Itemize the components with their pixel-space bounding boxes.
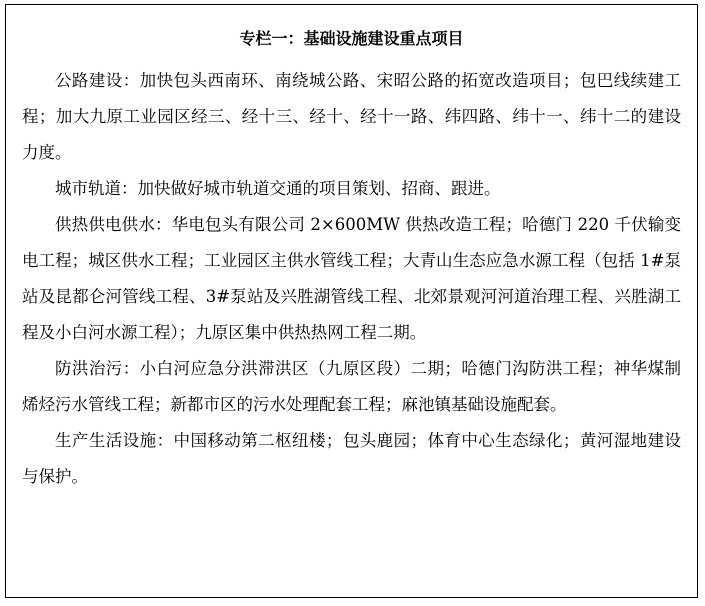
paragraph-flood-control: 防洪治污：小白河应急分洪滞洪区（九原区段）二期；哈德门沟防洪工程；神华煤制烯烃污水管线工程；新都市区的污水处理配套工程；麻池镇基础设施配套。 xyxy=(22,359,681,414)
paragraph-facilities: 生产生活设施：中国移动第二枢纽楼；包头鹿园；体育中心生态绿化；黄河湿地建设与保护。 xyxy=(22,431,681,486)
paragraph-highway: 公路建设：加快包头西南环、南绕城公路、宋昭公路的拓宽改造项目；包巴线续建工程；加大九原工业园区经三、经十三、经十、经十一路、纬四路、纬十一、纬十二的建设力度。 xyxy=(22,71,681,162)
paragraph-utilities: 供热供电供水：华电包头有限公司 2×600MW 供热改造工程；哈德门 220 千伏输变电工程；城区供水工程；工业园区主供水管线工程；大青山生态应急水源工程（包括 1#泵站及昆都仑河管线工程、3#泵站及兴胜湖管线工程、北郊景观河河道治理工程、兴胜湖工程及小白河水源工程）；九原区集中供热热网工程二期。 xyxy=(22,215,681,342)
paragraph-urban-rail: 城市轨道：加快做好城市轨道交通的项目策划、招商、跟进。 xyxy=(55,179,501,198)
sidebar-box xyxy=(5,4,698,598)
box-title: 专栏一：基础设施建设重点项目 xyxy=(239,29,464,48)
